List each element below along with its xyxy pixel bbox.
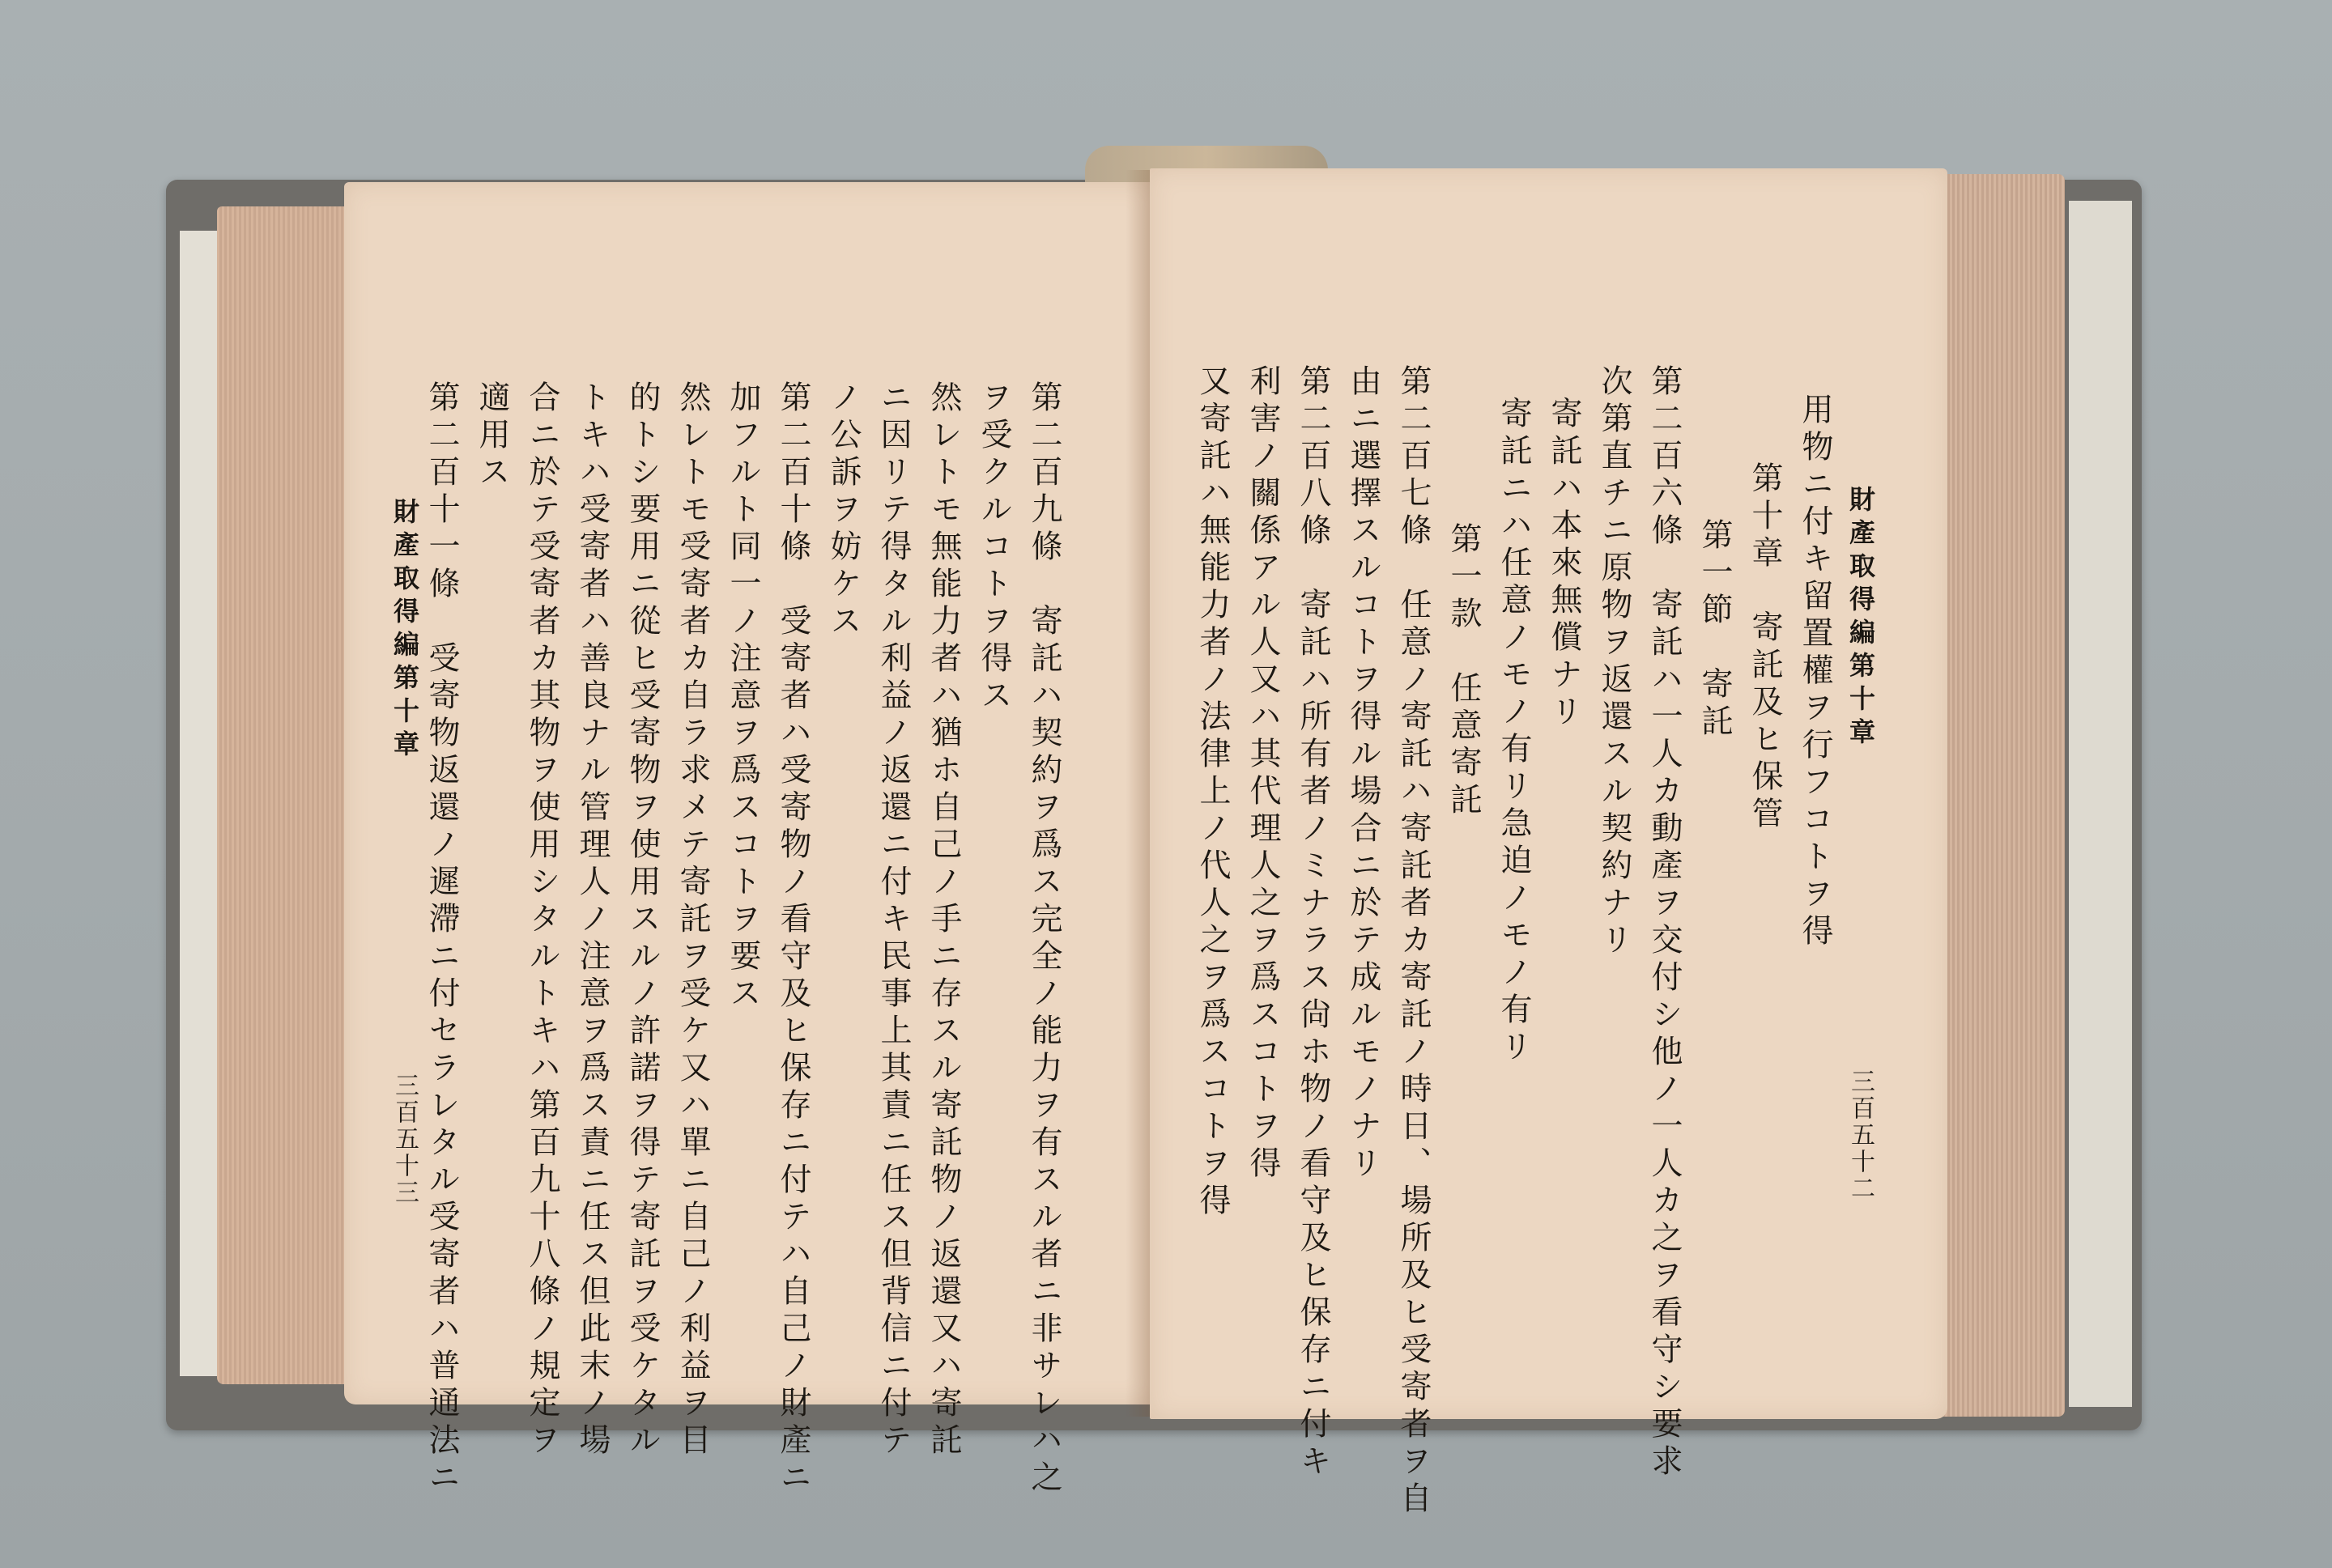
left-column-5: ノ公訴ヲ妨ケス [825, 380, 862, 641]
left-running-header: 財產取得編第十章 [389, 498, 420, 763]
left-page-number: 三百五十三 [390, 1073, 419, 1206]
right-column-9: 第二百七條 任意ノ寄託ハ寄託者カ寄託ノ時日、場所及ヒ受寄者ヲ自 [1395, 364, 1432, 1519]
left-column-9: 的トシ要用ニ從ヒ受寄物ヲ使用スルノ許諾ヲ得テ寄託ヲ受ケタル [624, 380, 661, 1460]
left-column-1: 第二百九條 寄託ハ契約ヲ爲ス完全ノ能力ヲ有スル者ニ非サレハ之 [1026, 380, 1062, 1498]
right-column-1: 用物ニ付キ留置權ヲ行フコトヲ得 [1797, 393, 1833, 951]
right-column-6: 寄託ハ本來無償ナリ [1546, 397, 1582, 732]
right-column-2: 第十章 寄託及ヒ保管 [1747, 461, 1783, 834]
left-column-3: 然レトモ無能力者ハ猶ホ自己ノ手ニ存スル寄託物ノ返還又ハ寄託 [926, 380, 962, 1460]
right-column-3: 第一節 寄託 [1696, 518, 1733, 742]
right-column-11: 第二百八條 寄託ハ所有者ノミナラス尙ホ物ノ看守及ヒ保存ニ付キ [1295, 364, 1331, 1481]
right-column-5: 次第直チニ原物ヲ返還スル契約ナリ [1596, 364, 1632, 960]
right-column-7: 寄託ニハ任意ノモノ有リ急迫ノモノ有リ [1496, 397, 1532, 1067]
left-page-edges [217, 206, 351, 1384]
right-page-number: 三百五十二 [1846, 1069, 1875, 1202]
left-column-13: 第二百十一條 受寄物返還ノ遲滯ニ付セラレタル受寄者ハ普通法ニ [423, 380, 460, 1498]
left-column-6: 第二百十條 受寄者ハ受寄物ノ看守及ヒ保存ニ付テハ自己ノ財產ニ [775, 380, 811, 1498]
right-running-header: 財產取得編第十章 [1845, 486, 1876, 751]
left-column-8: 然レトモ受寄者カ自ラ求メテ寄託ヲ受ケ又ハ單ニ自己ノ利益ヲ目 [674, 380, 711, 1460]
left-column-11: 合ニ於テ受寄者カ其物ヲ使用シタルトキハ第百九十八條ノ規定ヲ [524, 380, 560, 1460]
left-column-12: 適用ス [474, 380, 510, 492]
right-column-10: 由ニ選擇スルコトヲ得ル場合ニ於テ成ルモノナリ [1345, 364, 1381, 1183]
left-column-4: ニ因リテ得タル利益ノ返還ニ付キ民事上其責ニ任ス但背信ニ付テ [875, 380, 912, 1460]
left-column-10: トキハ受寄者ハ善良ナル管理人ノ注意ヲ爲ス責ニ任ス但此末ノ場 [574, 380, 611, 1460]
right-endpaper [2069, 201, 2132, 1407]
right-column-4: 第二百六條 寄託ハ一人カ動產ヲ交付シ他ノ一人カ之ヲ看守シ要求 [1646, 364, 1683, 1481]
left-column-7: 加フルト同一ノ注意ヲ爲スコトヲ要ス [725, 380, 761, 1013]
right-column-8: 第一款 任意寄託 [1445, 522, 1482, 820]
left-column-2: ヲ受クルコトヲ得ス [976, 380, 1012, 716]
right-page-edges [1935, 174, 2065, 1417]
right-column-13: 又寄託ハ無能力者ノ法律上ノ代人之ヲ爲スコトヲ得 [1194, 364, 1231, 1221]
right-column-12: 利害ノ關係アル人又ハ其代理人之ヲ爲スコトヲ得 [1245, 364, 1281, 1183]
